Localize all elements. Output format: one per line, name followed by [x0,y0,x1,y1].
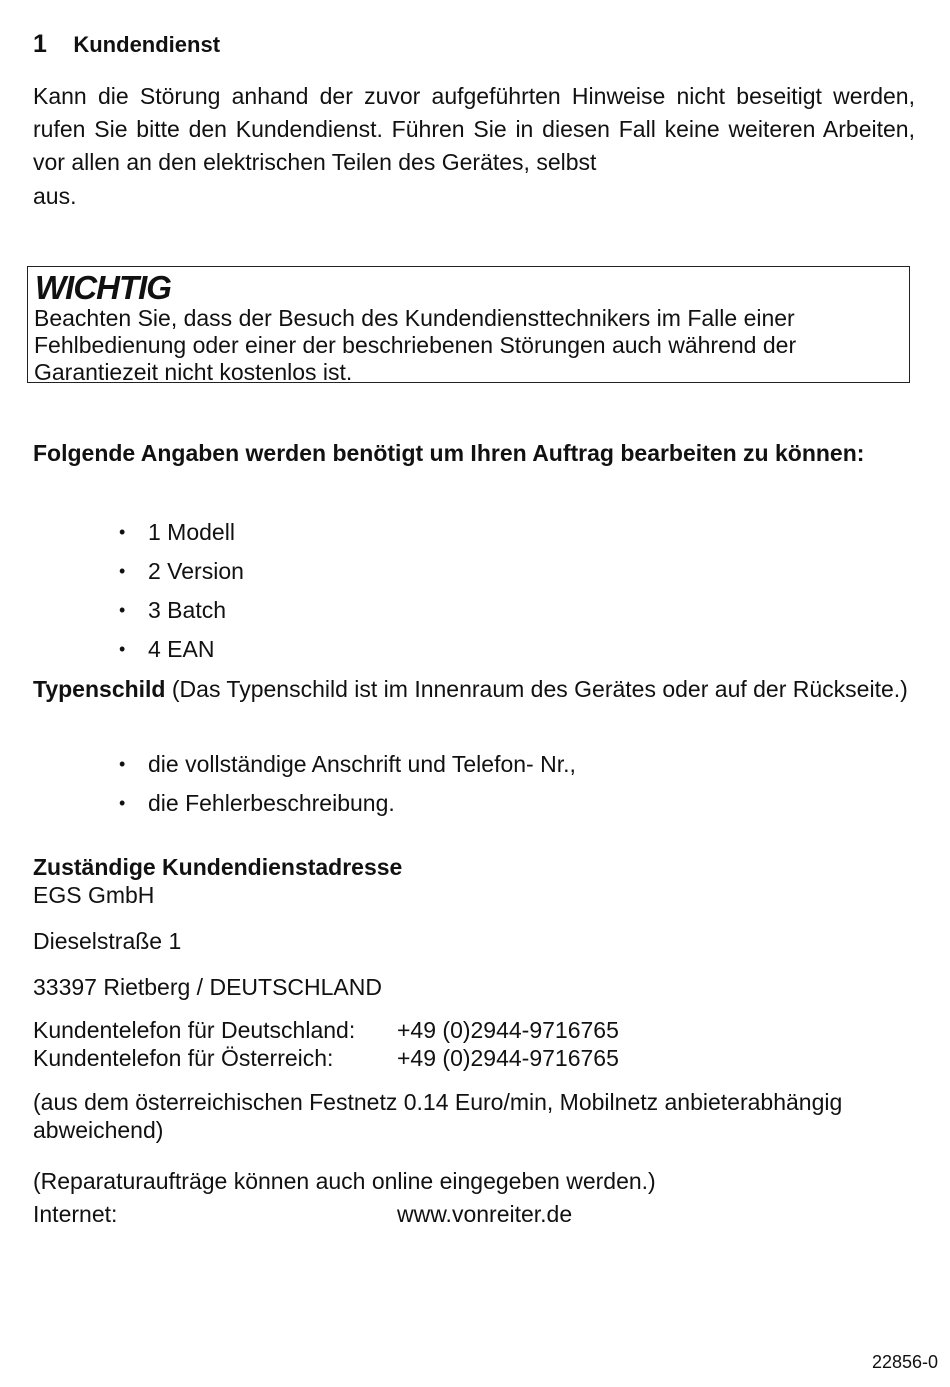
bullet-icon: • [119,639,126,659]
list-item: • 2 Version [119,558,244,584]
internet-row [33,1200,913,1228]
phone-austria-number: +49 (0)2944-9716765 [397,1045,619,1071]
intro-paragraph-end: aus. [33,183,77,209]
typenschild-paragraph [33,675,913,703]
typenschild-label: Typenschild [33,676,166,702]
intro-paragraph: Kann die Störung anhand der zuvor aufgeführten Hinweise nicht beseitigt werden, rufen Sie bitte den Kundendienst. Führen Sie in diesen Fall keine weiteren Arbeiten, vor allen an den elektrischen Teilen des Gerätes, selbst [33,83,915,175]
list-item: • 1 Modell [119,519,235,545]
phone-germany-number: +49 (0)2944-9716765 [397,1017,619,1043]
address-city: 33397 Rietberg / DEUTSCHLAND [33,974,382,1000]
list-item: • die Fehlerbeschreibung. [119,790,395,816]
notice-text: Beachten Sie, dass der Besuch des Kundendiensttechnikers im Falle einer Fehlbedienung oder einer der beschriebenen Störungen auch während der Garantiezeit nicht kostenlos ist. [34,305,797,385]
bullet-icon: • [119,600,126,620]
additional-info-list [119,750,576,828]
bullet-icon: • [119,561,126,581]
notice-title: WICHTIG [35,269,171,306]
section-title: Kundendienst [73,32,221,57]
requirements-title: Folgende Angaben werden benötigt um Ihren Auftrag bearbeiten zu können: [33,440,865,466]
typenschild-text: (Das Typenschild ist im Innenraum des Gerätes oder auf der Rückseite.) [165,676,908,702]
phone-germany-label: Kundentelefon für Deutschland: [33,1017,356,1043]
bullet-icon: • [119,793,126,813]
phone-germany-row [33,1016,913,1044]
cost-note: (aus dem österreichischen Festnetz 0.14 Euro/min, Mobilnetz anbieterabhängig abweichend) [33,1089,843,1143]
bullet-icon: • [119,522,126,542]
list-item: • die vollständige Anschrift und Telefon- Nr., [119,751,576,777]
phone-austria-row [33,1044,913,1072]
address-title: Zuständige Kundendienstadresse [33,854,403,880]
important-notice-box [27,266,910,383]
address-company: EGS GmbH [33,882,155,908]
section-heading [33,30,220,59]
list-item: • 4 EAN [119,636,215,662]
address-street: Dieselstraße 1 [33,928,182,954]
list-item: • 3 Batch [119,597,226,623]
online-note: (Reparaturaufträge können auch online eingegeben werden.) [33,1168,656,1194]
requirements-list [119,518,244,674]
section-number: 1 [33,30,47,58]
internet-url[interactable]: www.vonreiter.de [397,1201,573,1227]
bullet-icon: • [119,754,126,774]
document-code: 22856-0 [871,1352,938,1372]
internet-label: Internet: [33,1201,118,1227]
phone-austria-label: Kundentelefon für Österreich: [33,1045,334,1071]
